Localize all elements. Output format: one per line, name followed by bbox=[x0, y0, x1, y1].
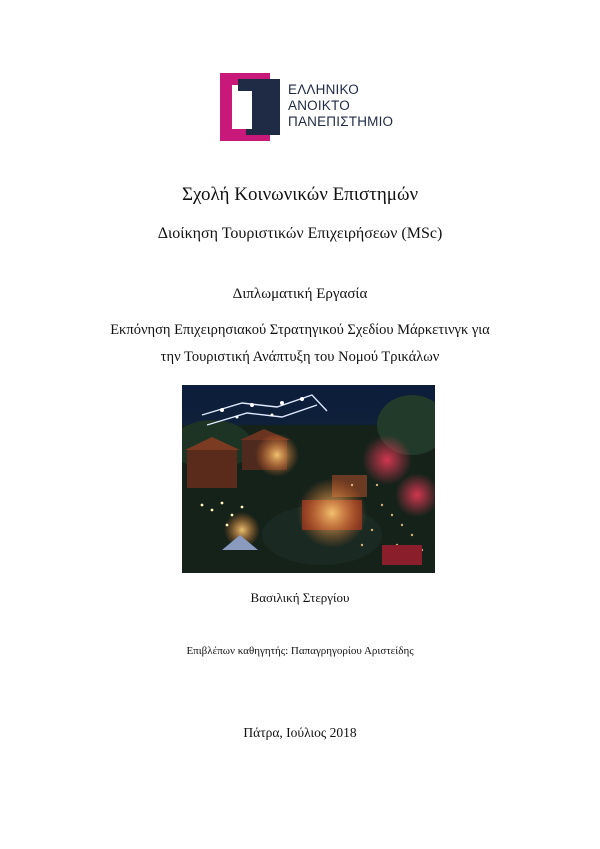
cover-photo bbox=[182, 385, 435, 573]
university-logo bbox=[218, 71, 408, 143]
program-name: Διοίκηση Τουριστικών Επιχειρήσεων (MSc) bbox=[157, 225, 443, 242]
logo-mark-icon bbox=[218, 71, 288, 143]
thesis-title-line-1: Εκπόνηση Επιχειρησιακού Στρατηγικού Σχεδίου Μάρκετινγκ για bbox=[110, 322, 490, 338]
supervisor-line: Επιβλέπων καθηγητής: Παπαγρηγορίου Αριστείδης bbox=[186, 645, 414, 657]
thesis-title-line-2: την Τουριστική Ανάπτυξη του Νομού Τρικάλων bbox=[160, 349, 440, 365]
logo-line-3: ΠΑΝΕΠΙΣΤΗΜΙΟ bbox=[288, 114, 394, 129]
logo-line-2: ΑΝΟΙΚΤΟ bbox=[288, 98, 350, 113]
author-name: Βασιλική Στεργίου bbox=[250, 590, 350, 605]
school-name: Σχολή Κοινωνικών Επιστημών bbox=[181, 184, 419, 205]
place-date: Πάτρα, Ιούλιος 2018 bbox=[243, 725, 357, 740]
logo-line-1: ΕΛΛΗΝΙΚΟ bbox=[288, 82, 359, 97]
logo-wordmark bbox=[288, 82, 393, 130]
thesis-type: Διπλωματική Εργασία bbox=[232, 286, 368, 302]
